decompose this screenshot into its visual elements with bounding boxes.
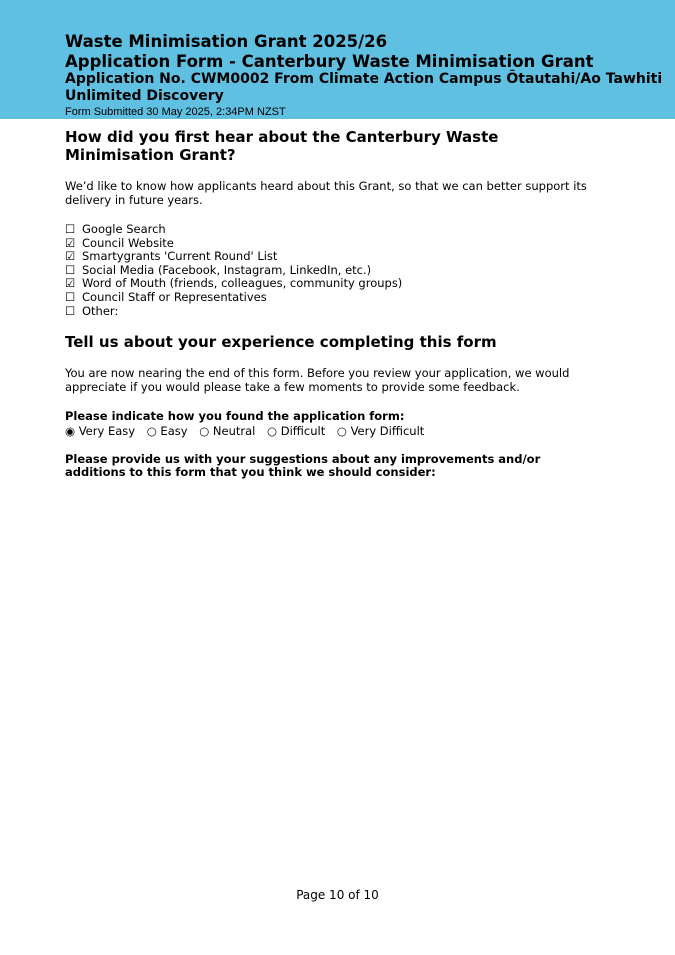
rating-very-difficult: ○ Very Difficult — [336, 423, 425, 438]
experience-heading: Tell us about your experience completing this form — [65, 333, 497, 352]
option-smartygrants-list: ☑ Smartygrants 'Current Round' List — [65, 249, 278, 264]
page-content — [65, 128, 625, 480]
heard-about-options — [65, 223, 625, 318]
heard-about-heading: How did you first hear about the Canterbury Waste Minimisation Grant? — [65, 128, 499, 164]
rating-very-easy: ◉ Very Easy — [65, 423, 136, 438]
application-number-continued: Unlimited Discovery — [65, 88, 224, 104]
radio-icon: ○ — [336, 423, 347, 438]
radio-icon: ○ — [267, 423, 278, 438]
option-google-search: ☐ Google Search — [65, 222, 166, 236]
checkbox-checked-icon: ☑ — [65, 235, 76, 250]
option-council-staff: ☐ Council Staff or Representatives — [65, 289, 267, 304]
page-number: Page 10 of 10 — [296, 888, 379, 902]
radio-icon: ○ — [146, 423, 157, 438]
checkbox-checked-icon: ☑ — [65, 276, 76, 291]
checkbox-icon: ☐ — [65, 222, 76, 236]
rating-easy: ○ Easy — [146, 423, 188, 438]
checkbox-icon: ☐ — [65, 262, 76, 277]
rating-difficult: ○ Difficult — [267, 423, 326, 438]
checkbox-checked-icon: ☑ — [65, 249, 76, 264]
checkbox-icon: ☐ — [65, 289, 76, 304]
submission-timestamp: Form Submitted 30 May 2025, 2:34PM NZST — [65, 106, 286, 118]
application-number: Application No. CWM0002 From Climate Action Campus Ōtautahi/Ao Tawhiti — [65, 71, 663, 87]
rating-options — [65, 424, 625, 438]
form-subtitle: Application Form - Canterbury Waste Minimisation Grant — [65, 51, 594, 71]
rating-question: Please indicate how you found the application form: — [65, 409, 405, 424]
option-other: ☐ Other: — [65, 303, 119, 318]
option-social-media: ☐ Social Media (Facebook, Instagram, LinkedIn, etc.) — [65, 262, 372, 277]
experience-description: You are now nearing the end of this form. Before you review your application, we would appreciate if you would please take a few moments to provide some feedback. — [65, 366, 570, 395]
heard-about-description: We’d like to know how applicants heard about this Grant, so that we can better support its delivery in future years. — [65, 179, 587, 207]
rating-neutral: ○ Neutral — [199, 423, 256, 438]
form-title: Waste Minimisation Grant 2025/26 — [65, 32, 388, 51]
radio-icon: ○ — [199, 423, 210, 438]
page-header — [0, 0, 675, 119]
checkbox-icon: ☐ — [65, 303, 76, 318]
option-word-of-mouth: ☑ Word of Mouth (friends, colleagues, community groups) — [65, 276, 403, 291]
option-council-website: ☑ Council Website — [65, 235, 174, 250]
suggestions-question: Please provide us with your suggestions about any improvements and/or additions to this form that you think we should consider: — [65, 451, 541, 480]
radio-selected-icon: ◉ — [65, 423, 76, 438]
